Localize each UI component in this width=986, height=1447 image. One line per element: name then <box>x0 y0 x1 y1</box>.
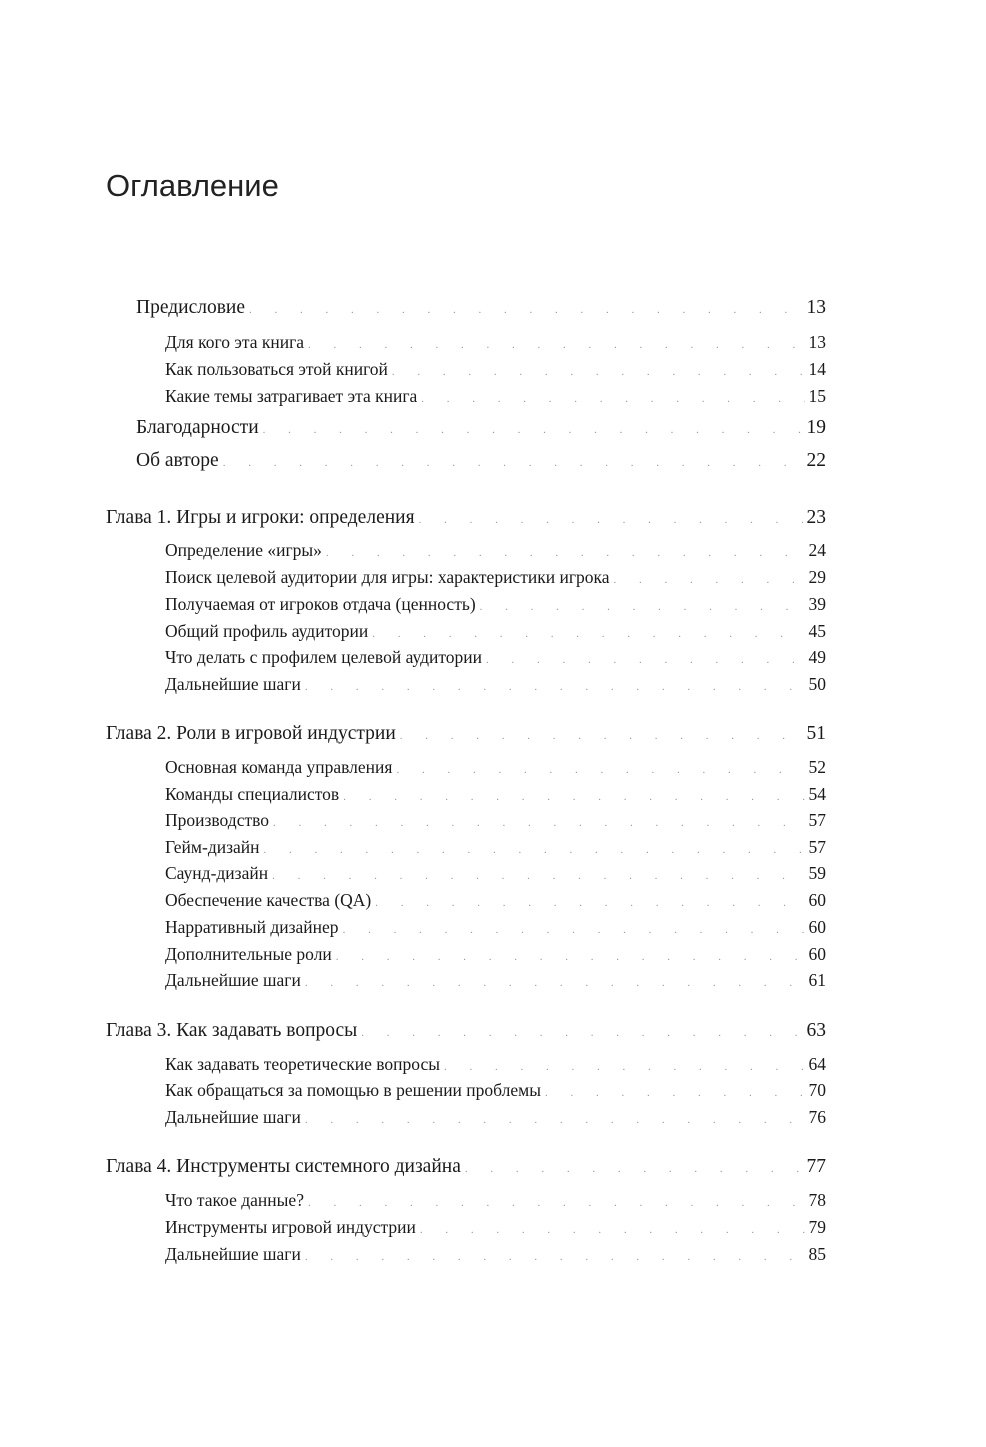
leader-dots <box>326 540 805 566</box>
toc-entry-page: 13 <box>806 297 826 318</box>
leader-dots <box>545 1080 805 1106</box>
toc-entry-label: Глава 2. Роли в игровой индустрии <box>106 723 396 744</box>
toc-entry-page: 49 <box>808 647 826 667</box>
toc-entry-page: 52 <box>808 757 826 777</box>
toc-entry-label: Основная команда управления <box>165 757 393 777</box>
toc-entry[interactable] <box>106 721 826 747</box>
toc-entry[interactable] <box>165 1187 826 1213</box>
toc-entry-label: Какие темы затрагивает эта книга <box>165 386 418 406</box>
toc-entry-page: 15 <box>808 386 826 406</box>
toc-entry-page: 64 <box>808 1054 826 1074</box>
toc-entry-page: 77 <box>806 1156 826 1177</box>
toc-entry-page: 60 <box>808 917 826 937</box>
toc-entry[interactable] <box>165 1104 826 1130</box>
toc-entry-page: 39 <box>808 594 826 614</box>
toc-entry-label: Общий профиль аудитории <box>165 621 369 641</box>
toc-entry-page: 13 <box>808 332 826 352</box>
leader-dots <box>419 507 803 533</box>
toc-entry-label: Нарративный дизайнер <box>165 917 339 937</box>
toc-entry[interactable] <box>136 448 826 474</box>
toc-entry-label: Дальнейшие шаги <box>165 674 301 694</box>
toc-entry-page: 57 <box>808 837 826 857</box>
toc-entry-label: Дополнительные роли <box>165 944 332 964</box>
toc-entry-label: Дальнейшие шаги <box>165 970 301 990</box>
toc-entry-page: 54 <box>808 784 826 804</box>
toc-entry[interactable] <box>165 887 826 913</box>
toc-entry[interactable] <box>165 807 826 833</box>
leader-dots <box>305 1107 805 1133</box>
page-title: Оглавление <box>106 168 279 203</box>
toc-entry[interactable] <box>165 754 826 780</box>
toc-entry[interactable] <box>106 1154 826 1180</box>
toc-entry-label: Инструменты игровой индустрии <box>165 1217 416 1237</box>
toc-entry[interactable] <box>165 914 826 940</box>
toc-entry-label: Как задавать теоретические вопросы <box>165 1054 440 1074</box>
toc-entry-page: 60 <box>808 944 826 964</box>
toc-entry-label: Что такое данные? <box>165 1190 304 1210</box>
toc-entry-page: 63 <box>806 1020 826 1041</box>
toc-entry-label: Производство <box>165 810 270 830</box>
toc-entry-label: Дальнейшие шаги <box>165 1107 301 1127</box>
toc-entry-page: 29 <box>808 567 826 587</box>
toc-entry[interactable] <box>165 941 826 967</box>
leader-dots <box>396 757 804 783</box>
toc-entry[interactable] <box>165 671 826 697</box>
toc-entry-label: Команды специалистов <box>165 784 340 804</box>
toc-entry-page: 50 <box>808 674 826 694</box>
leader-dots <box>486 647 804 673</box>
leader-dots <box>361 1020 802 1046</box>
toc-entry-page: 76 <box>808 1107 826 1127</box>
toc-entry-label: Как обращаться за помощью в решении проблемы <box>165 1080 541 1100</box>
toc-entry-page: 14 <box>808 359 826 379</box>
toc-entry-page: 51 <box>806 723 826 744</box>
leader-dots <box>308 1190 805 1216</box>
leader-dots <box>392 359 805 385</box>
toc-entry[interactable] <box>165 644 826 670</box>
toc-entry[interactable] <box>165 1214 826 1240</box>
toc-entry[interactable] <box>165 781 826 807</box>
leader-dots <box>263 417 803 443</box>
leader-dots <box>305 970 805 996</box>
leader-dots <box>305 1244 805 1270</box>
leader-dots <box>400 723 803 749</box>
toc-entry-label: Поиск целевой аудитории для игры: характеристики игрока <box>165 567 610 587</box>
toc-entry-label: Предисловие <box>136 297 246 318</box>
toc-entry-label: Обеспечение качества (QA) <box>165 890 372 910</box>
toc-entry[interactable] <box>165 618 826 644</box>
toc-entry-label: Что делать с профилем целевой аудитории <box>165 647 483 667</box>
toc-entry-label: Для кого эта книга <box>165 332 305 352</box>
toc-entry-page: 79 <box>808 1217 826 1237</box>
toc-entry-page: 60 <box>808 890 826 910</box>
toc-entry[interactable] <box>165 967 826 993</box>
toc-entry-page: 78 <box>808 1190 826 1210</box>
toc-entry-page: 61 <box>808 970 826 990</box>
leader-dots <box>223 450 803 476</box>
leader-dots <box>420 1217 805 1243</box>
toc-entry-page: 85 <box>808 1244 826 1264</box>
toc-entry-label: Благодарности <box>136 417 259 438</box>
toc-entry[interactable] <box>165 1077 826 1103</box>
leader-dots <box>305 674 805 700</box>
toc-entry[interactable] <box>165 537 826 563</box>
toc-entry-label: Саунд-дизайн <box>165 863 269 883</box>
leader-dots <box>272 863 804 889</box>
leader-dots <box>273 810 804 836</box>
toc-entry-page: 45 <box>808 621 826 641</box>
toc-entry[interactable] <box>165 591 826 617</box>
toc-entry[interactable] <box>106 505 826 531</box>
leader-dots <box>343 917 805 943</box>
toc-entry[interactable] <box>165 1241 826 1267</box>
toc-entry-page: 19 <box>806 417 826 438</box>
toc-entry[interactable] <box>165 383 826 409</box>
leader-dots <box>249 297 802 323</box>
toc-entry-page: 24 <box>808 540 826 560</box>
toc-entry-page: 57 <box>808 810 826 830</box>
leader-dots <box>480 594 805 620</box>
leader-dots <box>308 332 804 358</box>
toc-entry[interactable] <box>165 356 826 382</box>
toc-entry[interactable] <box>165 329 826 355</box>
toc-entry-page: 22 <box>806 450 826 471</box>
toc-entry[interactable] <box>165 564 826 590</box>
toc-entry-page: 59 <box>808 863 826 883</box>
toc-entry-label: Дальнейшие шаги <box>165 1244 301 1264</box>
toc-entry-label: Получаемая от игроков отдача (ценность) <box>165 594 476 614</box>
toc-entry-label: Глава 3. Как задавать вопросы <box>106 1020 358 1041</box>
leader-dots <box>465 1156 803 1182</box>
leader-dots <box>375 890 804 916</box>
toc-entry-label: Определение «игры» <box>165 540 322 560</box>
toc-entry[interactable] <box>165 834 826 860</box>
toc-entry-label: Как пользоваться этой книгой <box>165 359 388 379</box>
toc-entry[interactable] <box>136 415 826 441</box>
toc-entry-label: Глава 4. Инструменты системного дизайна <box>106 1156 461 1177</box>
leader-dots <box>614 567 805 593</box>
toc-entry-label: Гейм-дизайн <box>165 837 260 857</box>
toc-entry-label: Об авторе <box>136 450 219 471</box>
leader-dots <box>421 386 804 412</box>
toc-entry[interactable] <box>136 295 826 321</box>
toc-entry-page: 23 <box>806 507 826 528</box>
toc-entry[interactable] <box>106 1018 826 1044</box>
toc-entry-label: Глава 1. Игры и игроки: определения <box>106 507 415 528</box>
toc-entry-page: 70 <box>808 1080 826 1100</box>
toc-entry[interactable] <box>165 1051 826 1077</box>
toc-entry[interactable] <box>165 860 826 886</box>
